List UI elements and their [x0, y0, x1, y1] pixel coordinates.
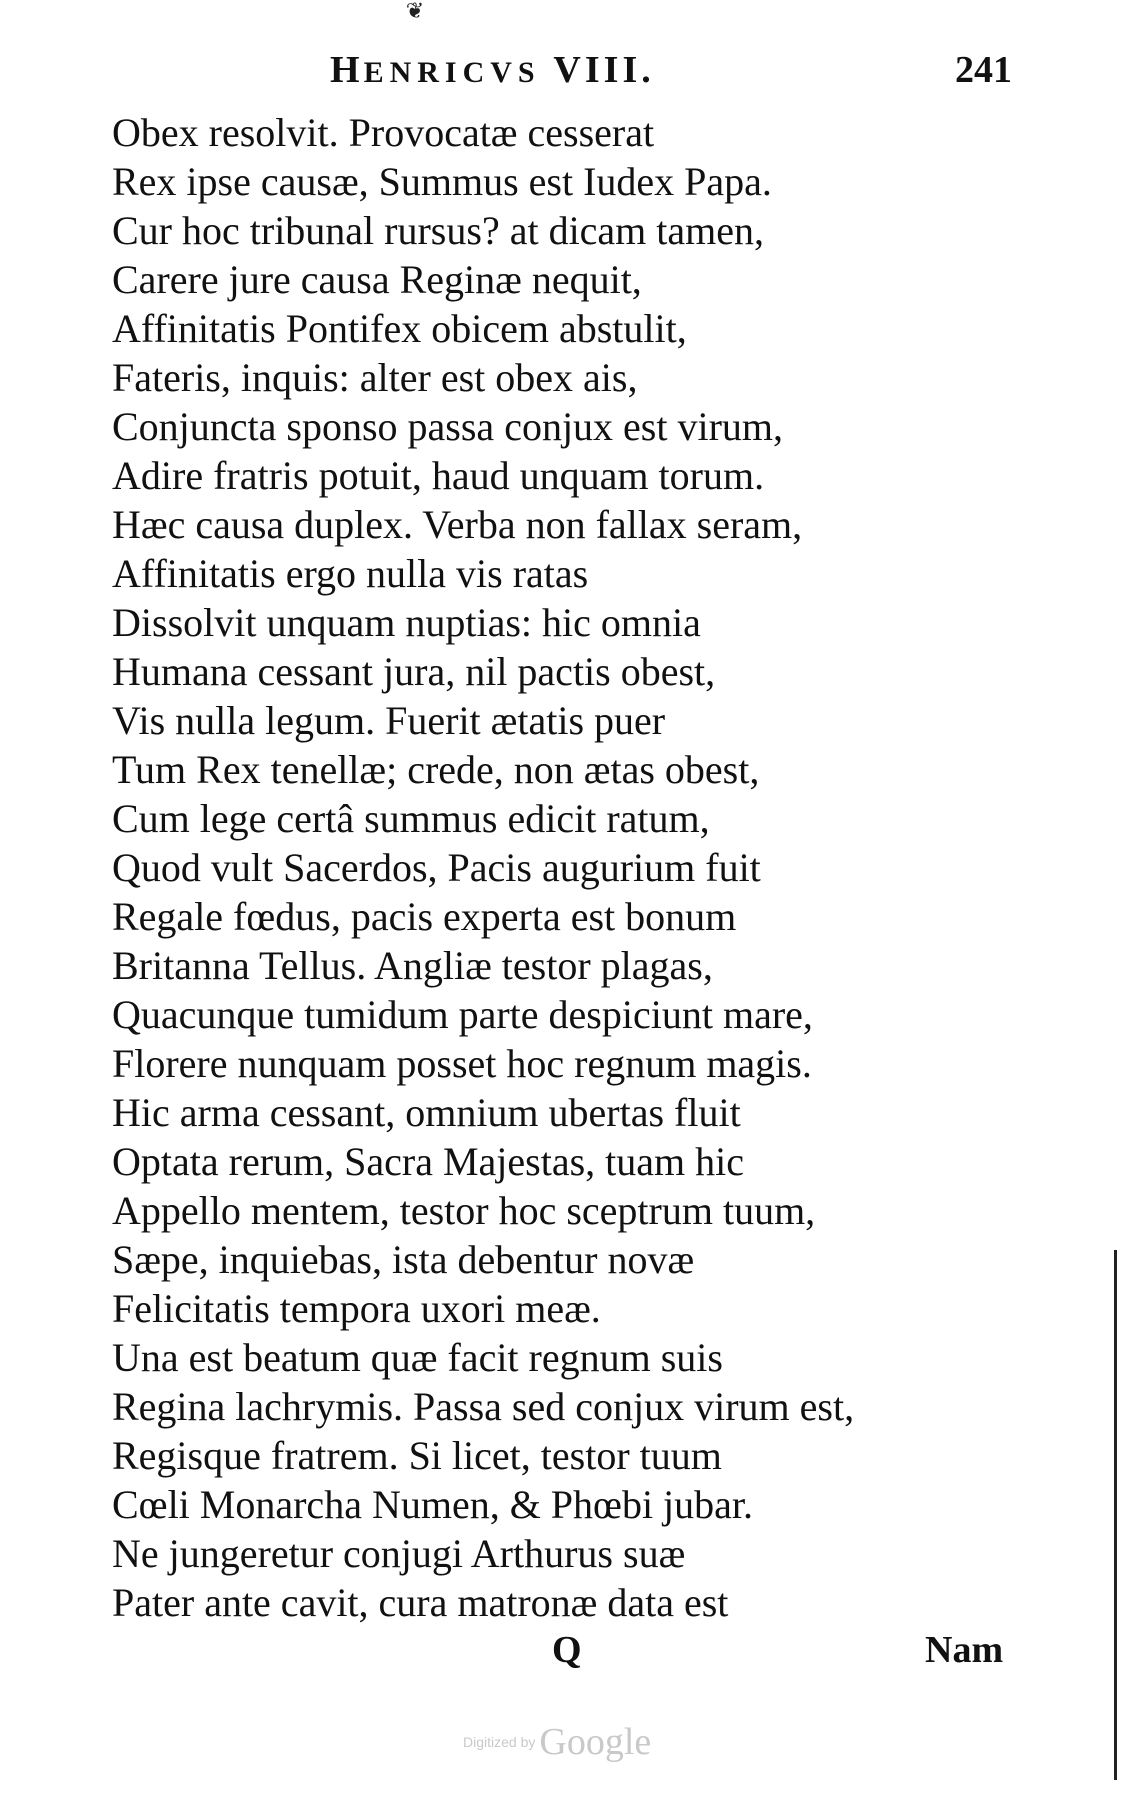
verse-line: Conjuncta sponso passa conjux est virum,	[112, 404, 784, 449]
verse-line: Florere nunquam posset hoc regnum magis.	[112, 1041, 812, 1086]
signature-mark: Q	[552, 1629, 582, 1671]
verse-line: Ne jungeretur conjugi Arthurus suæ	[112, 1531, 686, 1576]
verse-block	[112, 108, 1012, 1627]
ornament-icon: ❦	[405, 0, 425, 23]
verse-line: Appello mentem, testor hoc sceptrum tuum,	[112, 1188, 816, 1233]
verse-line: Regisque fratrem. Si licet, testor tuum	[112, 1433, 722, 1478]
verse-line: Vis nulla legum. Fuerit ætatis puer	[112, 698, 666, 743]
verse-line: Quacunque tumidum parte despiciunt mare,	[112, 992, 813, 1037]
running-head	[330, 48, 655, 92]
verse-line: Cum lege certâ summus edicit ratum,	[112, 796, 710, 841]
verse-line: Hic arma cessant, omnium ubertas fluit	[112, 1090, 741, 1135]
google-logo: Google	[539, 1721, 652, 1763]
digitized-watermark	[463, 1720, 651, 1764]
verse-line: Carere jure causa Reginæ nequit,	[112, 257, 642, 302]
verse-line: Fateris, inquis: alter est obex ais,	[112, 355, 638, 400]
verse-line: Affinitatis Pontifex obicem abstulit,	[112, 306, 687, 351]
page-edge-shadow	[1114, 1250, 1117, 1780]
page-number: 241	[955, 49, 1012, 91]
running-title-initial: H	[330, 49, 364, 91]
verse-line: Humana cessant jura, nil pactis obest,	[112, 649, 716, 694]
verse-line: Britanna Tellus. Angliæ testor plagas,	[112, 943, 713, 988]
verse-line: Felicitatis tempora uxori meæ.	[112, 1286, 601, 1331]
verse-line: Sæpe, inquiebas, ista debentur novæ	[112, 1237, 695, 1282]
verse-line: Rex ipse causæ, Summus est Iudex Papa.	[112, 159, 772, 204]
verse-line: Dissolvit unquam nuptias: hic omnia	[112, 600, 701, 645]
verse-line: Una est beatum quæ facit regnum suis	[112, 1335, 723, 1380]
verse-line: Quod vult Sacerdos, Pacis augurium fuit	[112, 845, 761, 890]
verse-line: Tum Rex tenellæ; crede, non ætas obest,	[112, 747, 760, 792]
verse-line: Affinitatis ergo nulla vis ratas	[112, 551, 589, 596]
verse-line: Pater ante cavit, cura matronæ data est	[112, 1580, 729, 1625]
catchword: Nam	[925, 1629, 1004, 1671]
digitized-by-label: Digitized by	[463, 1734, 536, 1750]
verse-line: Cur hoc tribunal rursus? at dicam tamen,	[112, 208, 765, 253]
verse-line: Cœli Monarcha Numen, & Phœbi jubar.	[112, 1482, 754, 1527]
running-title-rest: ENRICVS	[363, 56, 541, 89]
verse-line: Adire fratris potuit, haud unquam torum.	[112, 453, 765, 498]
verse-line: Obex resolvit. Provocatæ cesserat	[112, 110, 655, 155]
verse-line: Regina lachrymis. Passa sed conjux virum est,	[112, 1384, 855, 1429]
verse-line: Regale fœdus, pacis experta est bonum	[112, 894, 737, 939]
verse-line: Hæc causa duplex. Verba non fallax seram,	[112, 502, 803, 547]
running-title-numeral: VIII.	[553, 49, 655, 91]
verse-line: Optata rerum, Sacra Majestas, tuam hic	[112, 1139, 744, 1184]
